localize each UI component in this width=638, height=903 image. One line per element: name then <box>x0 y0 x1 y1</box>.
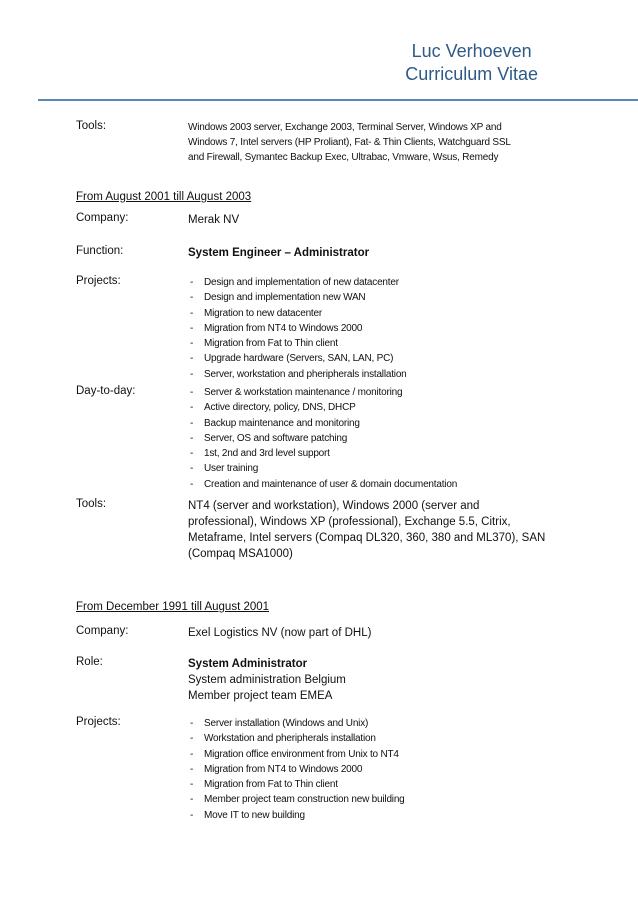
job2-role-value <box>188 656 578 704</box>
list-item: - Backup maintenance and monitoring <box>188 416 578 431</box>
job1-tools-line: professional), Windows XP (professional), Exchange 5.5, Citrix, <box>188 516 511 528</box>
job2-role-label: Role: <box>76 656 103 668</box>
tools-top-line: Windows 7, Intel servers (HP Proliant), Fat- & Thin Clients, Watchguard SSL <box>188 137 511 148</box>
tools-top-line: and Firewall, Symantec Backup Exec, Ultrabac, Vmware, Wsus, Remedy <box>188 152 499 163</box>
job2-period: From December 1991 till August 2001 <box>76 601 270 613</box>
job1-daytoday-list <box>188 385 578 492</box>
list-item: - Design and implementation of new datacenter <box>188 275 578 290</box>
list-item: - Migration from NT4 to Windows 2000 <box>188 762 578 777</box>
job1-projects-label: Projects: <box>76 275 121 287</box>
job2-role: System Administrator <box>188 658 308 670</box>
job1-company: Merak NV <box>188 214 240 226</box>
list-item: - Active directory, policy, DNS, DHCP <box>188 400 578 415</box>
header-rule <box>38 99 638 101</box>
list-item: - Creation and maintenance of user & domain documentation <box>188 477 578 492</box>
list-item: - Member project team construction new building <box>188 792 578 807</box>
list-item: - Migration from Fat to Thin client <box>188 336 578 351</box>
job1-function: System Engineer – Administrator <box>188 247 370 259</box>
job1-tools-line: Metaframe, Intel servers (Compaq DL320, 360, 380 and ML370), SAN <box>188 532 546 544</box>
job2-company-label: Company: <box>76 625 129 637</box>
list-item: - Upgrade hardware (Servers, SAN, LAN, PC) <box>188 351 578 366</box>
job2-role-line: Member project team EMEA <box>188 690 333 702</box>
tools-top-label: Tools: <box>76 120 107 132</box>
job1-period: From August 2001 till August 2003 <box>76 191 252 203</box>
list-item: - User training <box>188 461 578 476</box>
list-item: - Server, workstation and pheripherals installation <box>188 367 578 382</box>
job1-daytoday-list-wrap <box>188 385 578 492</box>
job1-tools-label: Tools: <box>76 498 107 510</box>
job2-company: Exel Logistics NV (now part of DHL) <box>188 627 372 639</box>
list-item: - Migration office environment from Unix to NT4 <box>188 747 578 762</box>
document-subtitle: Curriculum Vitae <box>405 64 538 84</box>
job1-daytoday-label: Day-to-day: <box>76 385 136 397</box>
job1-function-label: Function: <box>76 245 124 257</box>
job1-tools-value <box>188 498 578 562</box>
list-item: - 1st, 2nd and 3rd level support <box>188 446 578 461</box>
cv-header <box>405 40 538 86</box>
job1-tools-line: (Compaq MSA1000) <box>188 548 293 560</box>
list-item: - Server & workstation maintenance / monitoring <box>188 385 578 400</box>
job1-company-label: Company: <box>76 212 129 224</box>
list-item: - Migration from NT4 to Windows 2000 <box>188 321 578 336</box>
tools-top-line: Windows 2003 server, Exchange 2003, Terminal Server, Windows XP and <box>188 122 502 133</box>
job2-projects-label: Projects: <box>76 716 121 728</box>
list-item: - Server installation (Windows and Unix) <box>188 716 578 731</box>
list-item: - Migration from Fat to Thin client <box>188 777 578 792</box>
list-item: - Workstation and pheripherals installation <box>188 731 578 746</box>
list-item: - Design and implementation new WAN <box>188 290 578 305</box>
job1-tools-line: NT4 (server and workstation), Windows 2000 (server and <box>188 500 480 512</box>
person-name: Luc Verhoeven <box>411 41 532 61</box>
tools-top-value <box>188 120 578 165</box>
job2-role-line: System administration Belgium <box>188 674 346 686</box>
job1-projects-list-wrap <box>188 275 578 382</box>
job2-projects-list <box>188 716 578 823</box>
list-item: - Migration to new datacenter <box>188 306 578 321</box>
job1-projects-list <box>188 275 578 382</box>
list-item: - Move IT to new building <box>188 808 578 823</box>
job2-projects-list-wrap <box>188 716 578 823</box>
list-item: - Server, OS and software patching <box>188 431 578 446</box>
